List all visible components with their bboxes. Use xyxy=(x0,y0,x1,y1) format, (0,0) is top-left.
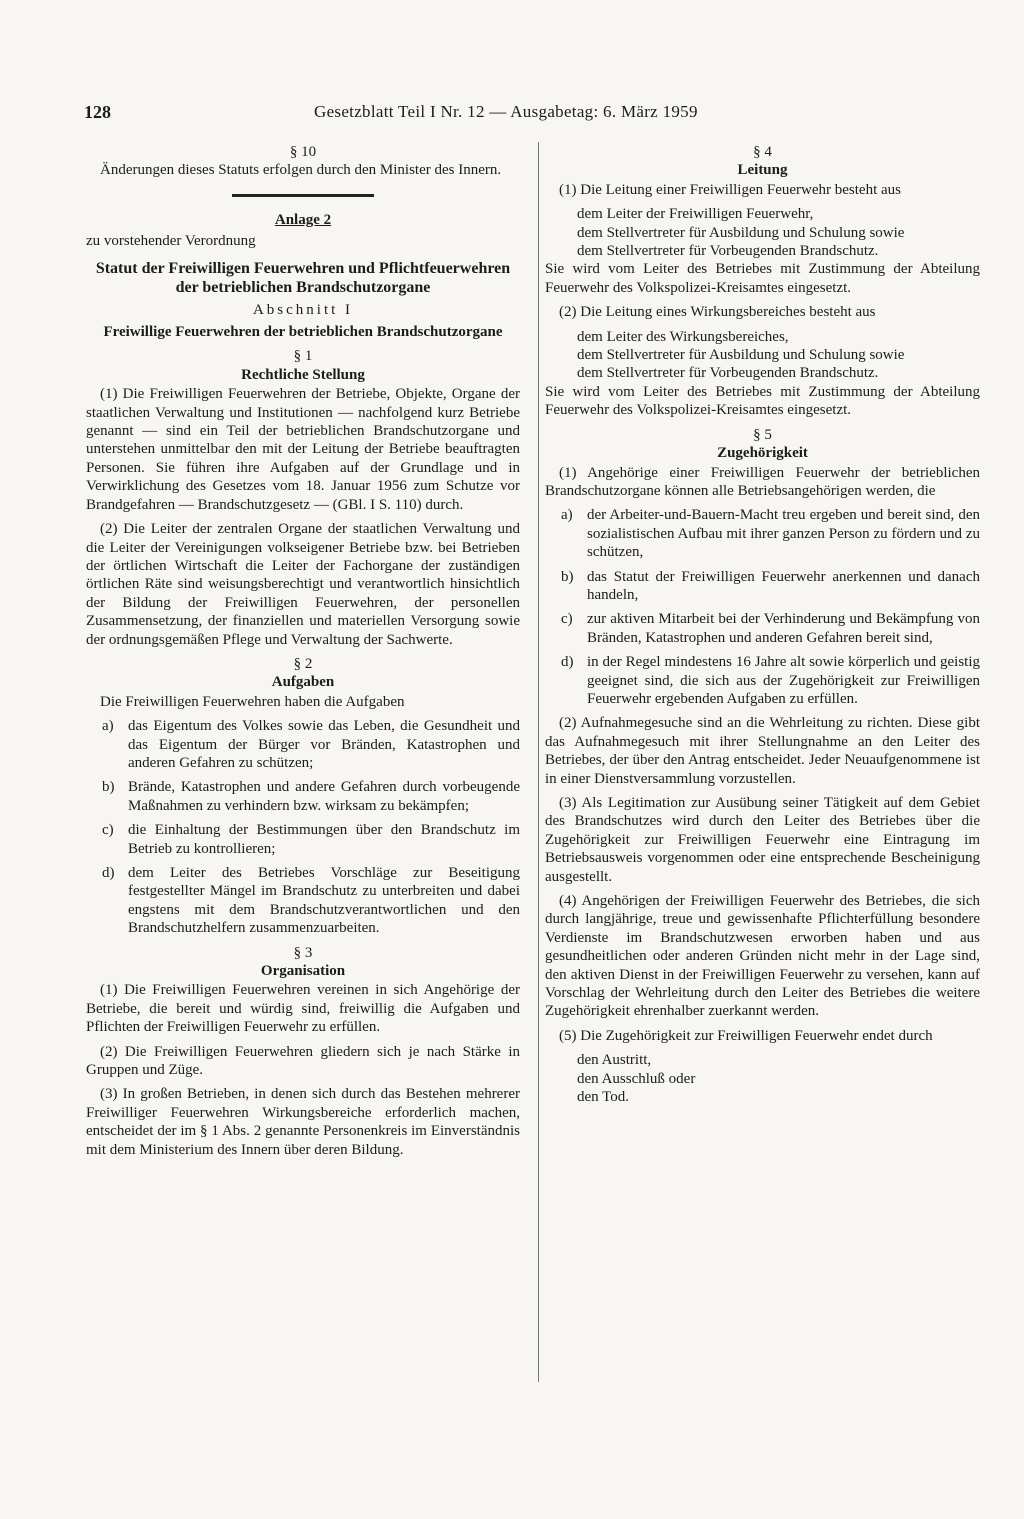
s10-heading: § 10 xyxy=(289,144,317,160)
item-text: dem Leiter des Betriebes Vorschläge zur Beseitigung festgestellter Mängel im Brandschutz zu unterbreiten und dabei engstens mit dem Brandschutzverantwortlichen und den Brandschutzhelfern zusammenzuarbeiten. xyxy=(128,865,520,937)
s1-heading: § 1 xyxy=(293,348,313,365)
abschnitt-heading: Abschnitt I xyxy=(252,301,354,318)
s2-intro: Die Freiwilligen Feuerwehren haben die Aufgaben xyxy=(100,693,405,710)
s5-title: Zugehörigkeit xyxy=(717,445,808,462)
s5-paragraph-1: (1) Angehörige einer Freiwilligen Feuerwehr der betrieblichen Brandschutzorgane können alle Betriebsangehörigen werden, die xyxy=(545,464,980,499)
page-header xyxy=(84,102,784,123)
s5-heading: § 5 xyxy=(753,426,772,443)
left-column xyxy=(86,143,520,1165)
list-item xyxy=(545,653,980,708)
s4-title: Leitung xyxy=(737,162,788,179)
item-text: zur aktiven Mitarbeit bei der Verhinderung und Bekämpfung von Bränden, Katastrophen und anderen Gefahren bereit sind, xyxy=(587,611,980,646)
item-label: b) xyxy=(102,779,115,796)
list-item xyxy=(545,568,980,605)
right-column xyxy=(545,143,980,1107)
item-text: Brände, Katastrophen und andere Gefahren durch vorbeugende Maßnahmen zu verhindern bzw. wirksam zu bekämpfen; xyxy=(128,779,520,814)
s2-title: Aufgaben xyxy=(271,674,335,691)
list-item xyxy=(545,610,980,647)
s4-paragraph-1: (1) Die Leitung einer Freiwilligen Feuerwehr besteht aus xyxy=(559,181,901,198)
s3-heading: § 3 xyxy=(293,944,313,961)
list-item xyxy=(86,864,520,938)
abschnitt-title: Freiwillige Feuerwehren der betrieblichen Brandschutzorgane xyxy=(103,324,503,341)
s4-paragraph-1-end: Sie wird vom Leiter des Betriebes mit Zustimmung der Abteilung Feuerwehr des Volkspolizei-Kreisamtes eingesetzt. xyxy=(545,261,980,296)
s1-paragraph-1: (1) Die Freiwilligen Feuerwehren der Betriebe, Objekte, Organe der staatlichen Verwaltung und Institutionen — nachfolgend kurz Betriebe genannt — sind ein Teil der betrieblichen Brandschutzorgane und unterstehen unmittelbar den mit der Leitung der Betriebe beauftragten Personen. Sie führen ihre Aufgaben auf der Grundlage und in Verwirklichung des Gesetzes vom 18. Januar 1956 zum Schutze vor Brandgefahren — Brandschutzgesetz — (GBl. I S. 110) durch. xyxy=(86,386,520,513)
list-item xyxy=(86,717,520,772)
column-divider xyxy=(538,142,539,1382)
page-title: Gesetzblatt Teil I Nr. 12 — Ausgabetag: 6. März 1959 xyxy=(314,102,698,121)
item-text: das Statut der Freiwilligen Feuerwehr anerkennen und danach handeln, xyxy=(587,568,980,603)
s5-paragraph-5: (5) Die Zugehörigkeit zur Freiwilligen Feuerwehr endet durch xyxy=(559,1027,933,1044)
s4-member-line: dem Leiter des Wirkungsbereiches, xyxy=(577,328,789,345)
item-text: der Arbeiter-und-Bauern-Macht treu ergeben und bereit sind, den sozialistischen Aufbau mit ihrer ganzen Person zu fördern und zu schützen, xyxy=(587,507,980,561)
section-rule xyxy=(232,194,374,197)
s2-heading: § 2 xyxy=(293,655,313,672)
item-text: die Einhaltung der Bestimmungen über den Brandschutz im Betrieb zu kontrollieren; xyxy=(128,822,520,857)
s5-end-line: den Tod. xyxy=(577,1089,630,1106)
list-item xyxy=(86,821,520,858)
anlage-subtitle: zu vorstehender Verordnung xyxy=(86,233,256,250)
s5-end-line: den Austritt, xyxy=(577,1052,652,1069)
item-label: a) xyxy=(561,507,573,524)
item-label: d) xyxy=(561,654,574,671)
item-label: c) xyxy=(561,611,573,628)
s5-end-line: den Ausschluß oder xyxy=(577,1070,696,1087)
item-label: b) xyxy=(561,568,574,585)
s3-paragraph-3: (3) In großen Betrieben, in denen sich durch das Bestehen mehrerer Freiwilliger Feuerwehren Wirkungsbereiche erforderlich machen, entscheidet der im § 1 Abs. 2 genannte Personenkreis im Einverständnis mit dem Ministerium des Innern über deren Bildung. xyxy=(86,1086,520,1158)
s5-paragraph-3: (3) Als Legitimation zur Ausübung seiner Tätigkeit auf dem Gebiet des Brandschutzes wird durch den Leiter des Betriebes über die Zugehörigkeit zur Freiwilligen Feuerwehr eine Eintragung im Betriebsausweis vorgenommen oder eine entsprechende Bescheinigung ausgestellt. xyxy=(545,795,980,885)
item-label: d) xyxy=(102,865,115,881)
s4-paragraph-2: (2) Die Leitung eines Wirkungsbereiches besteht aus xyxy=(559,304,876,321)
item-text: das Eigentum des Volkes sowie das Leben, die Gesundheit und das Eigentum der Bürger vor Bränden, Katastrophen und anderen Gefahren zu schützen; xyxy=(128,718,520,771)
s3-title: Organisation xyxy=(260,963,346,980)
list-item xyxy=(545,506,980,561)
s4-paragraph-2-end: Sie wird vom Leiter des Betriebes mit Zustimmung der Abteilung Feuerwehr des Volkspolizei-Kreisamtes eingesetzt. xyxy=(545,383,980,419)
s4-member-line: dem Leiter der Freiwilligen Feuerwehr, xyxy=(577,206,814,223)
page-number: 128 xyxy=(84,102,111,122)
s10-text: Änderungen dieses Statuts erfolgen durch den Minister des Innern. xyxy=(100,162,502,179)
s4-member-line: dem Stellvertreter für Vorbeugenden Brandschutz. xyxy=(577,365,879,382)
s3-paragraph-2: (2) Die Freiwilligen Feuerwehren gliedern sich je nach Stärke in Gruppen und Züge. xyxy=(86,1043,520,1079)
s5-paragraph-2: (2) Aufnahmegesuche sind an die Wehrleitung zu richten. Diese gibt das Aufnahmegesuch mit ihrer Stellungnahme an den Leiter des Betriebes, der über den Antrag entscheidet. Jeder Neuaufgenommene ist in einer Dienstversammlung vorzustellen. xyxy=(545,715,980,787)
item-label: a) xyxy=(102,718,114,735)
s4-member-line: dem Stellvertreter für Ausbildung und Schulung sowie xyxy=(577,224,905,241)
anlage-heading: Anlage 2 xyxy=(274,211,332,228)
s5-paragraph-4: (4) Angehörigen der Freiwilligen Feuerwehr des Betriebes, die sich durch langjährige, treue und gewissenhafte Pflichterfüllung besondere Verdienste im Brandschutzwesen erworben haben und aus gesundheitlichen oder anderen Gründen nicht mehr in der Lage sind, den aktiven Dienst in der Freiwilligen Feuerwehr zu versehen, kann auf Vorschlag der Wehrleitung durch den Leiter des Betriebes die weitere Zugehörigkeit ehrenhalber zuerkannt werden. xyxy=(545,893,980,1020)
item-text: in der Regel mindestens 16 Jahre alt sowie körperlich und geistig geeignet sind, die sich aus der Zugehörigkeit zur Freiwilligen Feuerwehr ergebenden Aufgaben zu erfüllen. xyxy=(587,654,980,707)
s4-member-line: dem Stellvertreter für Ausbildung und Schulung sowie xyxy=(577,347,905,364)
list-item xyxy=(86,778,520,815)
s1-paragraph-2: (2) Die Leiter der zentralen Organe der staatlichen Verwaltung und die Leiter der Vereinigungen volkseigener Betriebe bzw. bei Betrieben der örtlichen Wirtschaft die Leiter der Fachorgane der zuständigen örtlichen Räte sind weisungsberechtigt und verantwortlich hinsichtlich der Bildung der Freiwilligen Feuerwehren, der personellen Zusammensetzung, der finanziellen und materiellen Versorgung sowie der ordnungsgemäßen Pflege und Verwaltung der Sachwerte. xyxy=(86,521,520,648)
s3-paragraph-1: (1) Die Freiwilligen Feuerwehren vereinen in sich Angehörige der Betriebe, die bereit und würdig sind, freiwillig die Aufgaben und Pflichten der Freiwilligen Feuerwehr zu erfüllen. xyxy=(86,982,520,1036)
item-label: c) xyxy=(102,822,114,839)
s4-member-line: dem Stellvertreter für Vorbeugenden Brandschutz. xyxy=(577,243,879,260)
s4-heading: § 4 xyxy=(753,144,772,160)
s1-title: Rechtliche Stellung xyxy=(241,366,365,383)
statut-title: Statut der Freiwilligen Feuerwehren und Pflichtfeuerwehren der betrieblichen Brandschutzorgane xyxy=(95,259,511,296)
